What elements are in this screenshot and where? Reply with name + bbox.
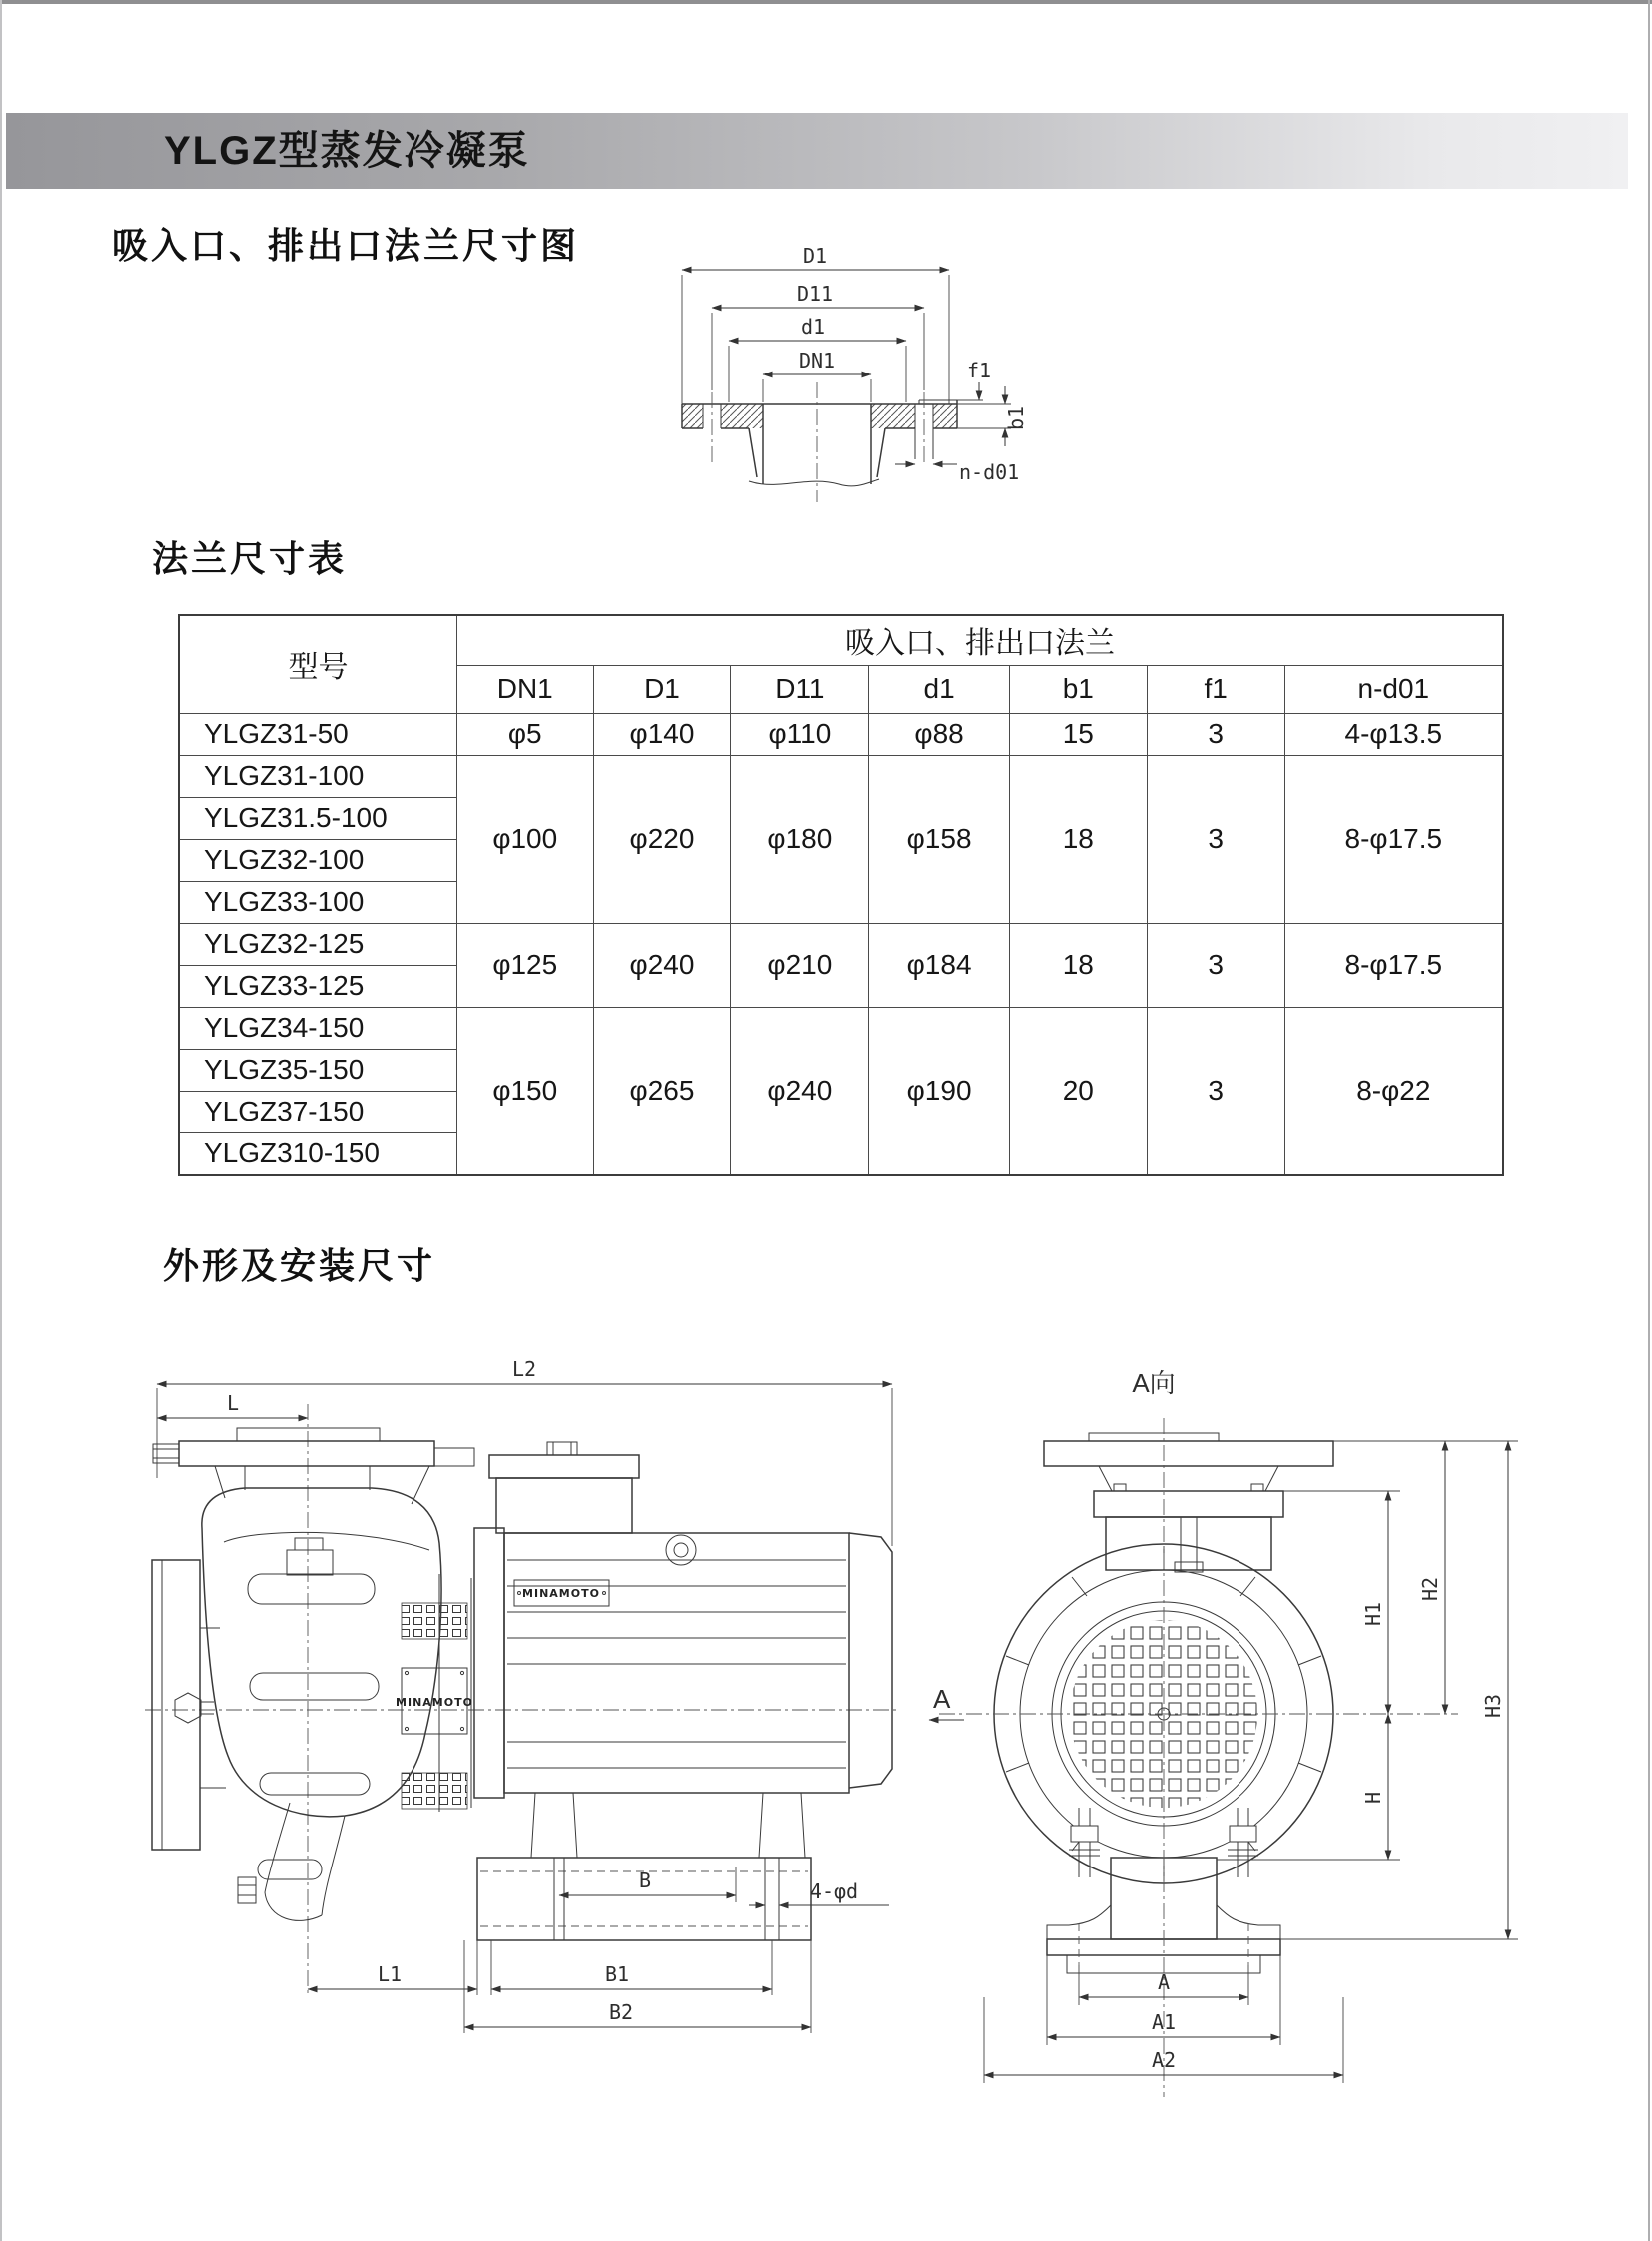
section-title-outline: 外形及安装尺寸 — [163, 1245, 436, 1286]
page-top-border — [0, 0, 1652, 4]
value-cell: φ158 — [869, 755, 1010, 923]
model-cell: YLGZ33-125 — [179, 965, 456, 1007]
dim-d1: d1 — [800, 315, 826, 339]
dim-A1: A1 — [1151, 2010, 1177, 2034]
section-title-flange-diagram: 吸入口、排出口法兰尺寸图 — [112, 225, 580, 266]
dim-H2: H2 — [1418, 1576, 1442, 1601]
page-left-border — [0, 0, 2, 2241]
dim-n-d01: n-d01 — [959, 460, 1020, 484]
value-cell: 18 — [1009, 923, 1147, 1007]
dim-f1: f1 — [966, 359, 992, 382]
value-cell: φ140 — [593, 713, 731, 755]
value-cell: 3 — [1147, 713, 1284, 755]
value-cell: φ240 — [593, 923, 731, 1007]
value-cell: φ210 — [731, 923, 869, 1007]
flange-dimension-table — [178, 614, 1504, 1176]
page-right-border — [1648, 0, 1650, 2241]
col-header-b1: b1 — [1009, 665, 1147, 713]
brand-plate-bracket: MINAMOTO — [396, 1696, 473, 1709]
table-row — [179, 755, 1503, 797]
table-row — [179, 713, 1503, 755]
table-row — [179, 1007, 1503, 1049]
value-cell: 18 — [1009, 755, 1147, 923]
col-header-d1s: d1 — [869, 665, 1010, 713]
dim-DN1: DN1 — [798, 349, 836, 373]
dim-B1: B1 — [604, 1962, 630, 1986]
value-cell: φ184 — [869, 923, 1010, 1007]
col-header-dn1: DN1 — [456, 665, 593, 713]
model-cell: YLGZ37-150 — [179, 1091, 456, 1132]
brand-plate-motor: MINAMOTO — [522, 1587, 600, 1600]
model-cell: YLGZ34-150 — [179, 1007, 456, 1049]
value-cell: 3 — [1147, 1007, 1284, 1175]
view-label: A向 — [1132, 1368, 1176, 1398]
dim-b1: b1 — [1004, 405, 1028, 430]
value-cell: 4-φ13.5 — [1284, 713, 1503, 755]
value-cell: φ150 — [456, 1007, 593, 1175]
value-cell: φ220 — [593, 755, 731, 923]
flange-dimension-drawing — [639, 235, 1199, 534]
dim-L2: L2 — [511, 1357, 537, 1381]
dim-L1: L1 — [377, 1962, 403, 1986]
value-cell: φ240 — [731, 1007, 869, 1175]
value-cell: φ265 — [593, 1007, 731, 1175]
table-row — [179, 923, 1503, 965]
dim-H3: H3 — [1481, 1693, 1505, 1718]
value-cell: φ190 — [869, 1007, 1010, 1175]
model-cell: YLGZ33-100 — [179, 881, 456, 923]
page-title: YLGZ型蒸发冷凝泵 — [164, 129, 530, 173]
dim-A2: A2 — [1151, 2048, 1177, 2072]
col-header-group: 吸入口、排出口法兰 — [456, 615, 1503, 665]
dim-A: A — [1157, 1970, 1171, 1994]
value-cell: 15 — [1009, 713, 1147, 755]
dim-D1: D1 — [802, 244, 828, 268]
dim-D11: D11 — [796, 282, 834, 306]
pump-side-view-drawing — [140, 1328, 909, 2117]
section-arrow-label: A — [933, 1684, 951, 1714]
value-cell: 3 — [1147, 923, 1284, 1007]
col-header-d1: D1 — [593, 665, 731, 713]
model-cell: YLGZ35-150 — [179, 1049, 456, 1091]
col-header-model: 型号 — [179, 615, 456, 713]
value-cell: 20 — [1009, 1007, 1147, 1175]
model-cell: YLGZ31.5-100 — [179, 797, 456, 839]
model-cell: YLGZ32-125 — [179, 923, 456, 965]
value-cell: 8-φ17.5 — [1284, 755, 1503, 923]
dim-L: L — [226, 1391, 240, 1415]
header-bar — [6, 113, 1628, 189]
value-cell: φ5 — [456, 713, 593, 755]
model-cell: YLGZ32-100 — [179, 839, 456, 881]
pump-front-view-drawing — [919, 1358, 1558, 2117]
col-header-nd01: n-d01 — [1284, 665, 1503, 713]
col-header-f1: f1 — [1147, 665, 1284, 713]
model-cell: YLGZ31-100 — [179, 755, 456, 797]
value-cell: φ100 — [456, 755, 593, 923]
value-cell: φ88 — [869, 713, 1010, 755]
dim-H1: H1 — [1361, 1601, 1385, 1626]
value-cell: φ180 — [731, 755, 869, 923]
dim-H: H — [1361, 1791, 1385, 1804]
col-header-d11: D11 — [731, 665, 869, 713]
dim-B2: B2 — [608, 2000, 634, 2024]
dim-4-phi-d: 4-φd — [809, 1879, 859, 1903]
value-cell: 8-φ17.5 — [1284, 923, 1503, 1007]
value-cell: φ110 — [731, 713, 869, 755]
value-cell: φ125 — [456, 923, 593, 1007]
value-cell: 3 — [1147, 755, 1284, 923]
dim-B: B — [638, 1868, 652, 1892]
model-cell: YLGZ310-150 — [179, 1132, 456, 1175]
section-title-flange-table: 法兰尺寸表 — [152, 538, 348, 579]
value-cell: 8-φ22 — [1284, 1007, 1503, 1175]
model-cell: YLGZ31-50 — [179, 713, 456, 755]
